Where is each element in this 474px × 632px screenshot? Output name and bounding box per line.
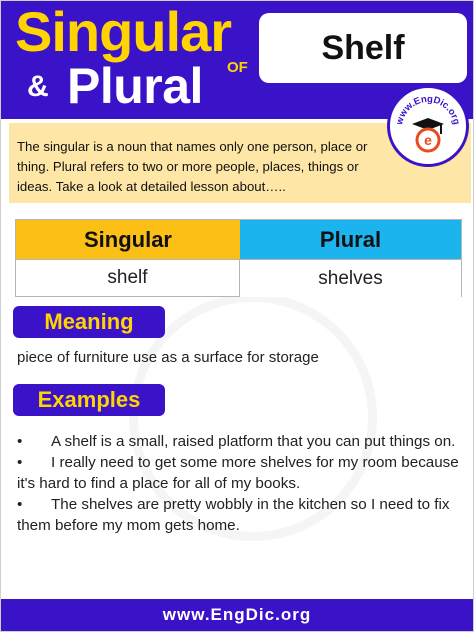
engdic-logo-icon [387, 85, 469, 167]
bullet: • [17, 433, 23, 450]
examples-label: Examples [13, 384, 165, 416]
word-box [259, 13, 467, 83]
meaning-label: Meaning [13, 306, 165, 338]
word-title: Shelf [321, 28, 405, 67]
list-item [17, 452, 461, 494]
examples-list [17, 431, 461, 536]
footer-url: www.EngDic.org [162, 605, 312, 624]
svg-text:e: e [424, 132, 432, 148]
logo-text: www.EngDic.org [394, 93, 462, 126]
table-cell-plural: shelves [240, 259, 461, 297]
singular-plural-table [15, 219, 462, 297]
table-cell-singular: shelf [16, 259, 240, 296]
list-item [17, 431, 461, 452]
table-header-plural: Plural [240, 220, 461, 259]
meaning-text: piece of furniture use as a surface for storage [17, 349, 319, 366]
title-ampersand: & [27, 70, 49, 103]
bullet: • [17, 454, 23, 471]
footer-bar [1, 599, 473, 631]
intro-text: The singular is a noun that names only one person, place or thing. Plural refers to two or more people, places, things or ideas. Take a look at detailed lesson about….. [17, 139, 368, 194]
example-text: The shelves are pretty wobbly in the kitchen so I need to fix them before my mom gets home. [17, 496, 450, 534]
example-text: A shelf is a small, raised platform that you can put things on. [51, 433, 456, 450]
table-header-singular: Singular [16, 220, 240, 259]
bullet: • [17, 496, 23, 513]
title-of: OF [227, 59, 248, 76]
example-text: I really need to get some more shelves for my room because it's hard to find a place for all of my books. [17, 454, 459, 492]
list-item [17, 494, 461, 536]
title-plural: Plural [67, 58, 203, 114]
title-singular: Singular [15, 0, 232, 63]
